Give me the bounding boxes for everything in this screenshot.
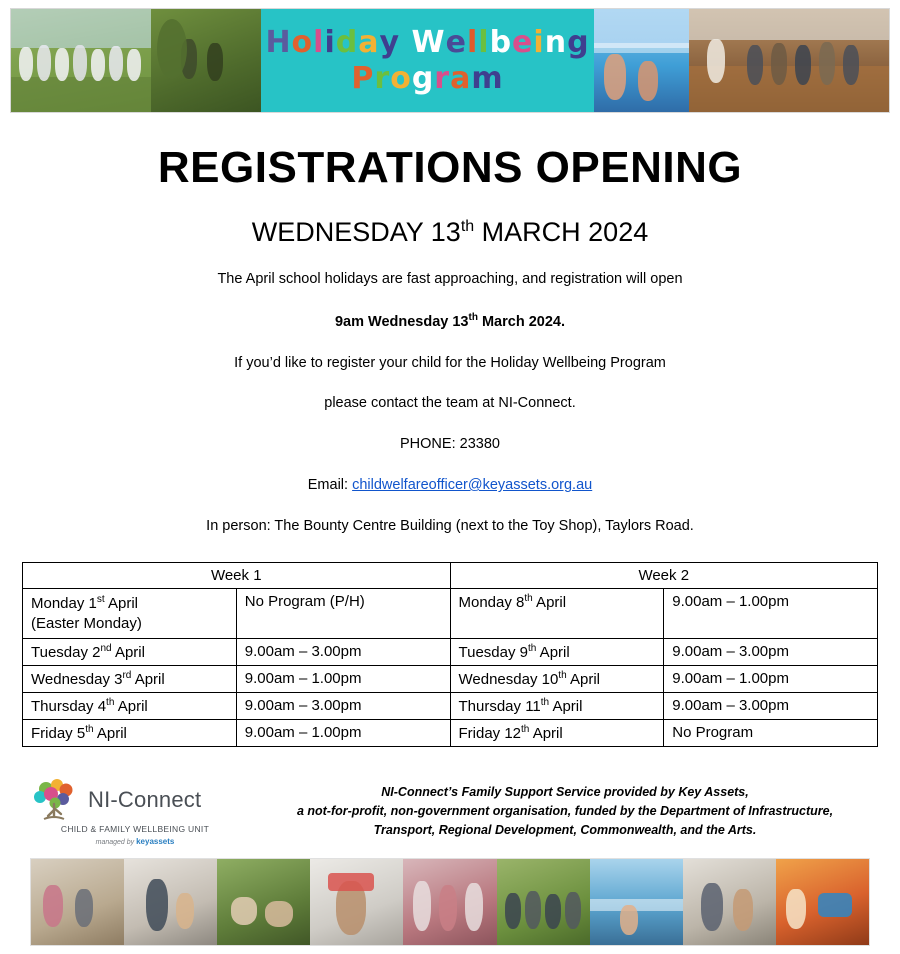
open-time-suffix: th [468, 311, 478, 323]
cell-day-rest: April [93, 725, 127, 743]
logo-managed-by [30, 837, 240, 846]
cell-day-note: (Easter Monday) [31, 614, 142, 632]
email-link[interactable]: childwelfareofficer@keyassets.org.au [352, 477, 593, 494]
body-line-email [0, 476, 900, 495]
schedule-table [22, 562, 878, 748]
cell-week1-day [23, 693, 237, 720]
open-time-after: March 2024. [477, 313, 566, 330]
schedule-table-body [23, 588, 878, 747]
cell-day-text: Wednesday 10 [458, 671, 559, 689]
cell-day-sup: st [96, 593, 105, 605]
cell-week1-time: 9.00am – 1.00pm [236, 666, 450, 693]
cell-week2-time: 9.00am – 1.00pm [664, 588, 878, 639]
photo-outdoor-games [217, 859, 310, 945]
email-label: Email: [307, 477, 353, 494]
cell-day-sup: th [528, 643, 537, 655]
table-header-row [23, 562, 878, 588]
cell-week1-day [23, 720, 237, 747]
cell-week2-day [450, 639, 664, 666]
schedule-section [0, 562, 900, 748]
cell-day-rest: April [529, 725, 563, 743]
cell-week1-day [23, 588, 237, 639]
cell-week2-time: 9.00am – 3.00pm [664, 693, 878, 720]
cell-week2-time: No Program [664, 720, 878, 747]
cell-day-sup: th [540, 697, 550, 709]
photo-dance-activity [403, 859, 496, 945]
table-row [23, 720, 878, 747]
body-line-3: If you’d like to register your child for the Holiday Wellbeing Program [234, 354, 666, 371]
cell-day-text: Friday 5 [31, 725, 86, 743]
photo-indoor-play [683, 859, 776, 945]
cell-week2-day [450, 588, 664, 639]
open-time-before: 9am Wednesday 13 [334, 313, 469, 330]
cell-week1-time: 9.00am – 1.00pm [236, 720, 450, 747]
cell-day-rest: April [114, 698, 148, 716]
cell-day-text: Thursday 4 [31, 698, 107, 716]
cell-day-sup: th [521, 724, 530, 736]
subtitle-date-suffix: th [460, 218, 475, 235]
cell-day-sup: th [85, 724, 94, 736]
footer-photo-strip [30, 858, 870, 946]
photo-beach-scene [590, 859, 683, 945]
body-copy [0, 270, 900, 536]
cell-day-text: Tuesday 9 [458, 644, 528, 662]
logo-name: NI-Connect [88, 787, 202, 813]
cell-day-text: Monday 8 [458, 593, 525, 611]
banner-photo-indoor-hall [689, 9, 889, 112]
cell-day-sup: th [524, 592, 533, 604]
photo-craft-table [31, 859, 124, 945]
cell-week2-day [450, 720, 664, 747]
body-line-address: In person: The Bounty Centre Building (next to the Toy Shop), Taylors Road. [206, 517, 694, 534]
cell-week1-time: 9.00am – 3.00pm [236, 693, 450, 720]
page-subtitle [0, 217, 900, 248]
key-assets-brand: keyassets [136, 837, 175, 847]
cell-week2-day [450, 666, 664, 693]
cell-day-sup: th [558, 670, 567, 682]
cell-week1-day [23, 666, 237, 693]
cell-day-text: Tuesday 2 [31, 644, 101, 662]
cell-day-rest: April [566, 671, 600, 689]
header-week-2: Week 2 [450, 562, 878, 588]
cell-day-text: Wednesday 3 [31, 671, 123, 689]
banner-photo-ocean [594, 9, 689, 112]
body-line-phone: PHONE: 23380 [400, 436, 500, 453]
subtitle-date-before: WEDNESDAY 13 [251, 217, 461, 247]
funding-line-1: NI-Connect’s Family Support Service provided by Key Assets, [381, 785, 749, 800]
cell-day-sup: rd [122, 670, 132, 682]
funding-statement [260, 777, 870, 839]
cell-day-rest: April [532, 593, 567, 611]
header-banner [10, 8, 890, 113]
cell-day-rest: April [536, 644, 570, 662]
cell-day-text: Thursday 11 [458, 698, 541, 716]
body-line-2 [0, 311, 900, 332]
tree-icon [30, 777, 82, 823]
table-row [23, 666, 878, 693]
table-row [23, 588, 878, 639]
photo-indoor-activity [124, 859, 217, 945]
cell-week2-day [450, 693, 664, 720]
funding-line-3: Transport, Regional Development, Commonwealth, and the Arts. [373, 822, 757, 837]
page-title: REGISTRATIONS OPENING [157, 143, 743, 192]
cell-week2-time: 9.00am – 1.00pm [664, 666, 878, 693]
subtitle-date-after: MARCH 2024 [474, 217, 649, 247]
table-row [23, 693, 878, 720]
cell-day-rest: April [104, 594, 139, 612]
cell-week1-day [23, 639, 237, 666]
photo-child-portrait [310, 859, 403, 945]
banner-photo-group-on-grass [11, 9, 151, 112]
header-week-1: Week 1 [23, 562, 451, 588]
cell-week2-time: 9.00am – 3.00pm [664, 639, 878, 666]
cell-day-text: Monday 1 [31, 594, 97, 612]
banner-photo-bushland [151, 9, 261, 112]
funding-line-2: a not-for-profit, non-government organisation, funded by the Department of Infrastructure, [296, 803, 834, 818]
cell-day-rest: April [549, 698, 583, 716]
banner-title [261, 9, 594, 112]
cell-week1-time: 9.00am – 3.00pm [236, 639, 450, 666]
footer [0, 747, 900, 846]
cell-day-text: Friday 12 [458, 725, 522, 743]
banner-title-line-2: Program [351, 60, 504, 96]
body-line-4: please contact the team at NI-Connect. [324, 395, 576, 412]
cell-week1-time: No Program (P/H) [236, 588, 450, 639]
body-line-1: The April school holidays are fast approaching, and registration will open [217, 271, 683, 287]
cell-day-sup: nd [100, 643, 112, 655]
photo-gym-activity [776, 859, 869, 945]
photo-group-outdoors [497, 859, 590, 945]
banner-title-line-1: Holiday Wellbeing [265, 25, 590, 61]
cell-day-rest: April [111, 644, 145, 662]
cell-day-sup: th [106, 697, 115, 709]
cell-day-rest: April [131, 671, 165, 689]
managed-by-prefix: managed by [95, 839, 137, 847]
ni-connect-logo [30, 777, 240, 846]
logo-tagline: CHILD & FAMILY WELLBEING UNIT [60, 824, 210, 835]
table-row [23, 639, 878, 666]
